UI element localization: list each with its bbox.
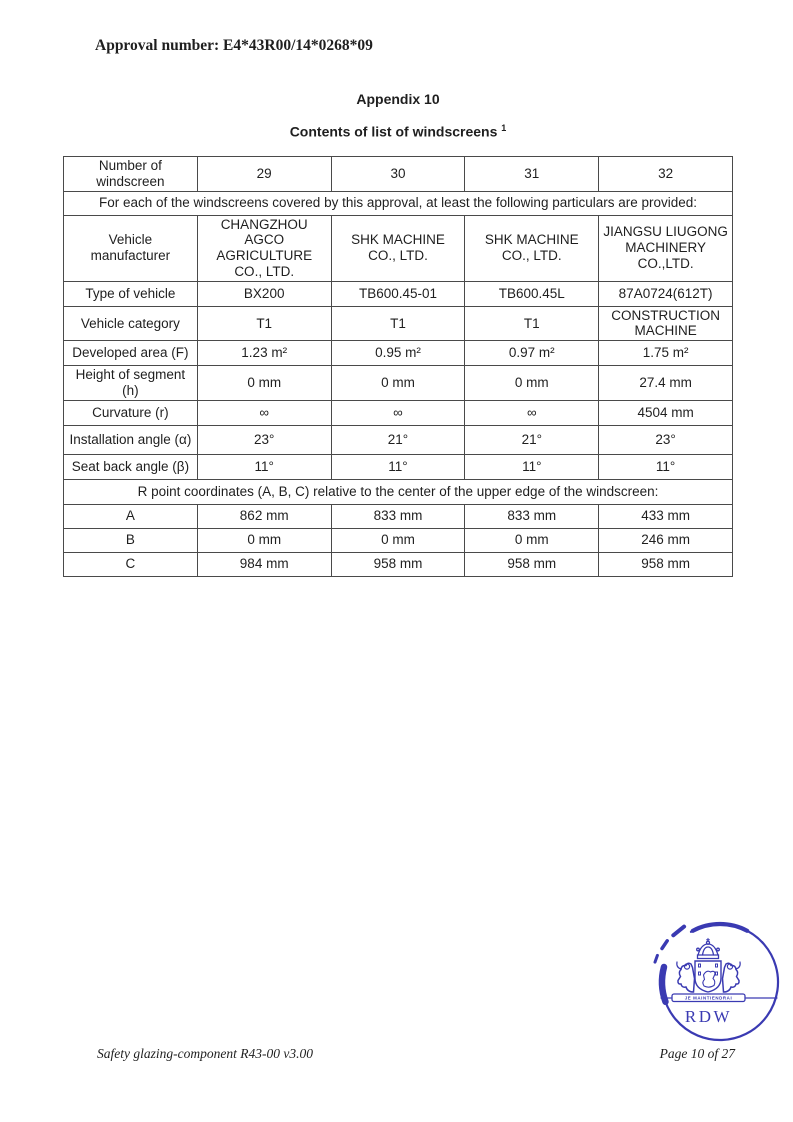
- footer-document-title: Safety glazing-component R43-00 v3.00: [97, 1046, 313, 1061]
- value-cell: T1: [465, 306, 599, 341]
- contents-footnote-marker: 1: [501, 123, 507, 133]
- row-curvature: [64, 400, 733, 425]
- approval-number-heading: Approval number: E4*43R00/14*0268*09: [95, 37, 373, 54]
- value-cell: JIANGSU LIUGONG MACHINERY CO.,LTD.: [599, 215, 733, 281]
- row-type-of-vehicle: [64, 281, 733, 306]
- stamp-swoosh-left: [662, 967, 665, 1002]
- row-vehicle-category: [64, 306, 733, 341]
- value-cell: 32: [599, 157, 733, 192]
- value-cell: T1: [197, 306, 331, 341]
- value-cell: 833 mm: [331, 504, 465, 528]
- value-cell: CONSTRUCTION MACHINE: [599, 306, 733, 341]
- row-height-of-segment: [64, 366, 733, 401]
- value-cell: BX200: [197, 281, 331, 306]
- value-cell: 246 mm: [599, 528, 733, 552]
- row-label-cell: A: [64, 504, 198, 528]
- stamp-lion-left: [677, 962, 695, 992]
- value-cell: 11°: [465, 454, 599, 479]
- row-intro: [64, 191, 733, 215]
- row-label-cell: Seat back angle (β): [64, 454, 198, 479]
- value-cell: 4504 mm: [599, 400, 733, 425]
- stamp-motto: JE MAINTIENDRAI: [684, 995, 733, 1001]
- value-cell: 833 mm: [465, 504, 599, 528]
- row-rpoint-note: [64, 479, 733, 504]
- value-cell: 0.95 m²: [331, 341, 465, 366]
- row-label-cell: Vehicle manufacturer: [64, 215, 198, 281]
- row-label-cell: Number of windscreen: [64, 157, 198, 192]
- footer-page-number: Page 10 of 27: [659, 1046, 735, 1061]
- contents-title: [63, 123, 733, 140]
- row-label-cell: Curvature (r): [64, 400, 198, 425]
- row-developed-area: [64, 341, 733, 366]
- stamp-lion-right: [723, 962, 741, 992]
- value-cell: 984 mm: [197, 552, 331, 576]
- value-cell: 0 mm: [331, 366, 465, 401]
- value-cell: 0 mm: [331, 528, 465, 552]
- value-cell: 0 mm: [465, 366, 599, 401]
- stamp-shield: [695, 961, 721, 992]
- value-cell: 11°: [599, 454, 733, 479]
- row-number-of-windscreen: [64, 157, 733, 192]
- row-label-cell: C: [64, 552, 198, 576]
- row-vehicle-manufacturer: [64, 215, 733, 281]
- value-cell: ∞: [197, 400, 331, 425]
- rdw-stamp-icon: [645, 914, 790, 1054]
- value-cell: CHANGZHOU AGCO AGRICULTURE CO., LTD.: [197, 215, 331, 281]
- rpoint-text-cell: R point coordinates (A, B, C) relative to the center of the upper edge of the windscreen:: [64, 479, 733, 504]
- stamp-dashes: [655, 927, 684, 963]
- value-cell: 0.97 m²: [465, 341, 599, 366]
- value-cell: TB600.45L: [465, 281, 599, 306]
- row-seat-back-angle: [64, 454, 733, 479]
- value-cell: 11°: [197, 454, 331, 479]
- windscreens-table: [63, 156, 733, 577]
- row-label-cell: B: [64, 528, 198, 552]
- stamp-swoosh-top: [693, 924, 747, 931]
- contents-title-text: Contents of list of windscreens: [289, 123, 498, 140]
- value-cell: 958 mm: [465, 552, 599, 576]
- row-label-cell: Installation angle (α): [64, 425, 198, 454]
- value-cell: 27.4 mm: [599, 366, 733, 401]
- value-cell: 0 mm: [465, 528, 599, 552]
- value-cell: 0 mm: [197, 528, 331, 552]
- value-cell: T1: [331, 306, 465, 341]
- stamp-org-text: RDW: [684, 1007, 733, 1026]
- value-cell: 11°: [331, 454, 465, 479]
- value-cell: SHK MACHINE CO., LTD.: [465, 215, 599, 281]
- row-coord-c: [64, 552, 733, 576]
- value-cell: 958 mm: [331, 552, 465, 576]
- intro-text-cell: For each of the windscreens covered by this approval, at least the following particulars are provided:: [64, 191, 733, 215]
- value-cell: 1.75 m²: [599, 341, 733, 366]
- value-cell: 21°: [331, 425, 465, 454]
- row-coord-b: [64, 528, 733, 552]
- value-cell: 30: [331, 157, 465, 192]
- value-cell: 23°: [599, 425, 733, 454]
- value-cell: 958 mm: [599, 552, 733, 576]
- row-installation-angle: [64, 425, 733, 454]
- value-cell: 29: [197, 157, 331, 192]
- row-label-cell: Height of segment (h): [64, 366, 198, 401]
- value-cell: ∞: [331, 400, 465, 425]
- row-label-cell: Vehicle category: [64, 306, 198, 341]
- value-cell: 0 mm: [197, 366, 331, 401]
- value-cell: 862 mm: [197, 504, 331, 528]
- stamp-crown: [697, 938, 720, 958]
- value-cell: ∞: [465, 400, 599, 425]
- row-label-cell: Type of vehicle: [64, 281, 198, 306]
- value-cell: 23°: [197, 425, 331, 454]
- value-cell: TB600.45-01: [331, 281, 465, 306]
- value-cell: 87A0724(612T): [599, 281, 733, 306]
- row-coord-a: [64, 504, 733, 528]
- footer: [97, 1046, 735, 1062]
- row-label-cell: Developed area (F): [64, 341, 198, 366]
- value-cell: 21°: [465, 425, 599, 454]
- value-cell: 433 mm: [599, 504, 733, 528]
- value-cell: SHK MACHINE CO., LTD.: [331, 215, 465, 281]
- value-cell: 31: [465, 157, 599, 192]
- appendix-title: Appendix 10: [356, 91, 440, 107]
- value-cell: 1.23 m²: [197, 341, 331, 366]
